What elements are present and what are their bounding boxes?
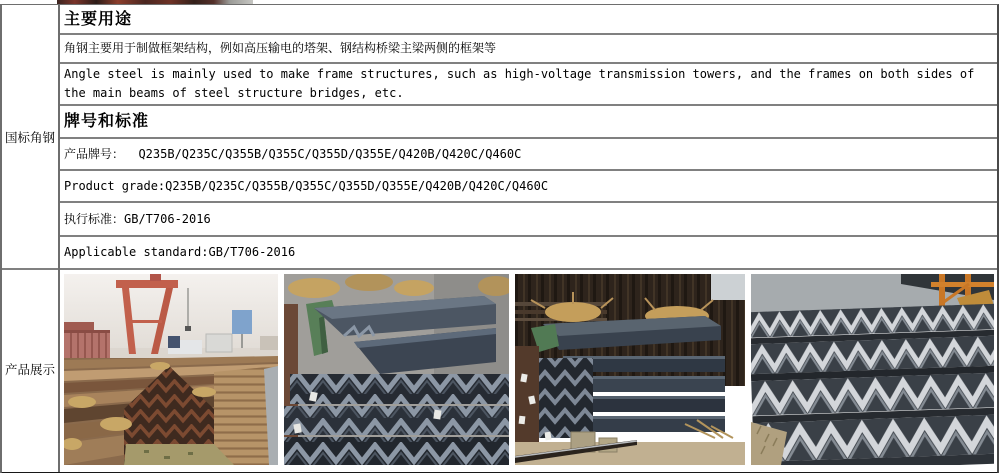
spec-table-left-column	[2, 5, 60, 472]
product-grade-en-text: Product grade:Q235B/Q235C/Q355B/Q355C/Q355D/Q355E/Q420B/Q420C/Q460C	[64, 178, 549, 193]
standard-cn-text: 执行标准：GB/T706-2016	[64, 211, 211, 226]
standard-en-row	[60, 237, 997, 270]
main-use-en-row	[60, 64, 997, 106]
section-header-text: 牌号和标准	[64, 111, 150, 131]
product-grade-cn-row	[60, 139, 997, 171]
product-grade-cn-text: 产品牌号： Q235B/Q235C/Q355B/Q355C/Q355D/Q355E/Q420B/Q420C/Q460C	[64, 146, 522, 161]
product-photo-steel-yard-with-red-gantry-crane	[64, 274, 278, 465]
rusty-stack	[515, 346, 539, 454]
product-photo-stacked-angle-steel-dark	[515, 274, 745, 465]
section-header-main-use	[60, 5, 997, 35]
main-use-cn-text: 角钢主要用于制做框架结构，例如高压输电的塔架、钢结构桥梁主梁两侧的框架等	[64, 41, 497, 56]
standard-en-text: Applicable standard:GB/T706-2016	[64, 245, 296, 260]
row-group-label-standard	[2, 5, 58, 270]
white-container	[206, 334, 232, 352]
row-group-label-text: 国标角钢	[4, 129, 55, 145]
section-header-text: 主要用途	[64, 8, 133, 28]
product-photo-angle-steel-bundles-closeup	[284, 274, 509, 465]
row-group-label-text: 产品展示	[4, 362, 55, 377]
standard-cn-row	[60, 203, 997, 237]
product-grade-en-row	[60, 171, 997, 203]
stacked-chevron-rows	[284, 374, 509, 465]
row-group-label-photos	[2, 270, 58, 468]
product-photos-row	[60, 270, 997, 472]
spec-table	[0, 4, 999, 473]
section-header-grade-standard	[60, 106, 997, 139]
sky-slit	[711, 274, 745, 300]
stack-rows	[751, 304, 994, 465]
spec-table-content	[60, 5, 997, 472]
main-use-en-text: Angle steel is mainly used to make frame structures, such as high-voltage transmission towers, and the frames on both sides of the main beams of steel structure bridges, etc.	[64, 67, 982, 100]
beam-stack	[535, 356, 725, 438]
product-photo-galvanized-angle-stacks	[751, 274, 994, 465]
main-use-cn-row	[60, 35, 997, 64]
